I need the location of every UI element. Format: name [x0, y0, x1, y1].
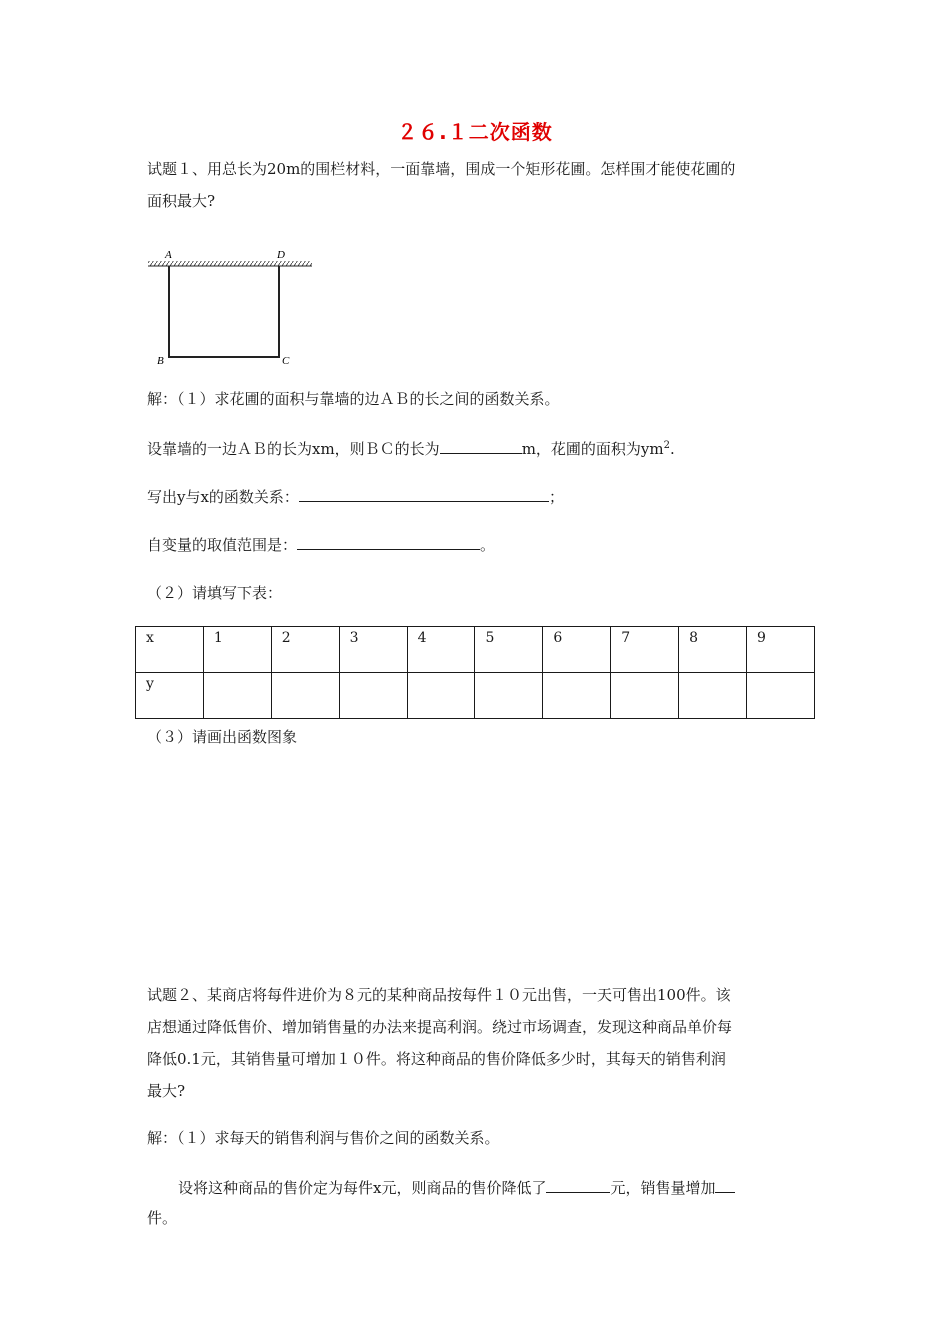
- sales-increase-blank[interactable]: [715, 1178, 735, 1193]
- table-cell-x: 3: [339, 627, 407, 673]
- table-cell-x: 7: [611, 627, 679, 673]
- table-cell-y-label: y: [136, 673, 204, 719]
- q2-text-line2: 店想通过降低售价、增加销售量的办法来提高利润。绕过市场调查，发现这种商品单价每: [147, 1018, 733, 1036]
- table-row-x: [136, 627, 815, 673]
- table-cell-x: 6: [543, 627, 611, 673]
- table-cell-y-empty[interactable]: [407, 673, 475, 719]
- q1-text-line1: 试题１、用总长为20m的围栏材料，一面靠墙，围成一个矩形花圃。怎样围才能使花圃的: [147, 160, 736, 178]
- q1-setup-a: 设靠墙的一边ＡＢ的长为xm，则ＢＣ的长为: [147, 440, 440, 458]
- q1-graph-heading: （３）请画出函数图象: [147, 728, 298, 746]
- q1-solution-heading: 解：（１）求花圃的面积与靠墙的边ＡＢ的长之间的函数关系。: [147, 390, 560, 408]
- q2-setup-end: 件。: [147, 1209, 178, 1227]
- table-cell-y-empty[interactable]: [475, 673, 543, 719]
- q1-setup-c: .: [670, 440, 675, 458]
- price-drop-blank[interactable]: [546, 1178, 610, 1193]
- relation-end: ；: [548, 488, 564, 506]
- table-row-y: [136, 673, 815, 719]
- q1-setup-sup: 2: [663, 440, 670, 451]
- fence-outline: [169, 266, 279, 357]
- table-cell-y-empty[interactable]: [339, 673, 407, 719]
- q1-setup-line: [147, 438, 675, 459]
- table-cell-y-empty[interactable]: [747, 673, 815, 719]
- q2-setup-line: [178, 1177, 735, 1198]
- table-cell-x-label: x: [136, 627, 204, 673]
- table-cell-y-empty[interactable]: [543, 673, 611, 719]
- domain-blank[interactable]: [297, 535, 480, 550]
- label-a: A: [165, 249, 172, 261]
- table-cell-y-empty[interactable]: [679, 673, 747, 719]
- q1-setup-b: m，花圃的面积为ym: [521, 440, 664, 458]
- wall-hatch: [148, 261, 312, 266]
- q2-text-line3: 降低0.1元，其销售量可增加１０件。将这种商品的售价降低多少时，其每天的销售利润: [147, 1050, 726, 1068]
- domain-label: 自变量的取值范围是：: [147, 536, 298, 554]
- q2-text-line1: 试题２、某商店将每件进价为８元的某种商品按每件１０元出售，一天可售出100件。该: [147, 986, 731, 1004]
- q2-text-line4: 最大?: [147, 1082, 186, 1100]
- table-cell-x: 9: [747, 627, 815, 673]
- q1-domain-line: [147, 534, 495, 555]
- table-cell-x: 1: [203, 627, 271, 673]
- table-cell-x: 8: [679, 627, 747, 673]
- label-d: D: [277, 249, 285, 261]
- q2-setup-b: 元，销售量增加: [610, 1179, 716, 1197]
- q2-setup-a: 设将这种商品的售价定为每件x元，则商品的售价降低了: [178, 1179, 547, 1197]
- xy-value-table: [135, 626, 815, 719]
- table-cell-y-empty[interactable]: [203, 673, 271, 719]
- q1-text-line2: 面积最大?: [147, 192, 216, 210]
- page-title: ２６.１二次函数: [397, 120, 553, 144]
- table-cell-x: 2: [271, 627, 339, 673]
- table-cell-y-empty[interactable]: [611, 673, 679, 719]
- relation-label: 写出y与x的函数关系：: [147, 488, 299, 506]
- relation-blank[interactable]: [299, 487, 549, 502]
- table-cell-x: 4: [407, 627, 475, 673]
- q1-table-heading: （２）请填写下表：: [147, 584, 283, 602]
- label-c: C: [282, 355, 290, 367]
- q2-solution-heading: 解：（１）求每天的销售利润与售价之间的函数关系。: [147, 1129, 500, 1147]
- table-cell-y-empty[interactable]: [271, 673, 339, 719]
- label-b: B: [157, 355, 164, 367]
- domain-end: 。: [480, 536, 496, 554]
- table-cell-x: 5: [475, 627, 543, 673]
- bc-length-blank[interactable]: [440, 439, 522, 454]
- q1-relation-line: [147, 486, 564, 507]
- rectangle-garden-figure: [140, 245, 320, 370]
